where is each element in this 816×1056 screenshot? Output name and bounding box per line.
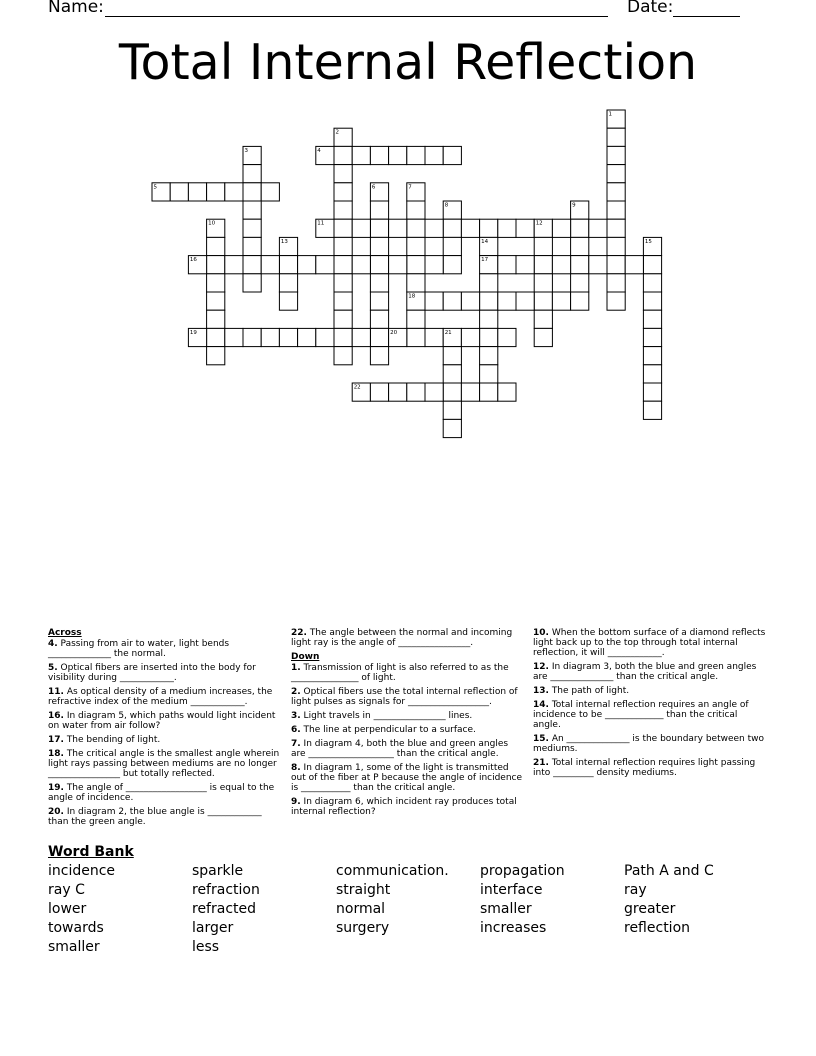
- clue-text: In diagram 5, which paths would light incident on water from air follow?: [48, 711, 276, 731]
- clue-text: The path of light.: [548, 686, 630, 696]
- crossword-cell[interactable]: [607, 292, 625, 310]
- crossword-cell[interactable]: [207, 328, 225, 346]
- crossword-cell[interactable]: [425, 328, 443, 346]
- word-bank-item: smaller: [480, 901, 532, 917]
- crossword-cell[interactable]: [225, 256, 243, 274]
- crossword-cell[interactable]: [443, 146, 461, 164]
- clue-text: When the bottom surface of a diamond reflects light back up to the top through total internal reflection, it will ____________.: [533, 628, 766, 658]
- clue-number: 3.: [291, 711, 301, 721]
- crossword-cell[interactable]: [534, 256, 552, 274]
- clue-1: [291, 663, 525, 683]
- crossword-cell[interactable]: [352, 219, 370, 237]
- crossword-cell[interactable]: [407, 328, 425, 346]
- crossword-cell[interactable]: [480, 328, 498, 346]
- across-clue-list: [48, 639, 282, 827]
- clue-5: [48, 663, 282, 683]
- crossword-cell[interactable]: [407, 146, 425, 164]
- clue-number-7: 7: [408, 184, 412, 191]
- crossword-cell[interactable]: [443, 365, 461, 383]
- crossword-cell[interactable]: [425, 256, 443, 274]
- clue-text: Total internal reflection requires an angle of incidence to be _____________ than the critical angle.: [533, 700, 749, 730]
- clue-number-15: 15: [644, 238, 652, 245]
- crossword-cell[interactable]: [407, 237, 425, 255]
- crossword-cell[interactable]: [407, 201, 425, 219]
- crossword-cell[interactable]: [389, 219, 407, 237]
- clue-number: 8.: [291, 763, 301, 773]
- clue-number: 17.: [48, 735, 64, 745]
- crossword-cell[interactable]: [279, 256, 297, 274]
- clue-text: As optical density of a medium increases, the refractive index of the medium ____________.: [48, 687, 273, 707]
- crossword-cell[interactable]: [370, 274, 388, 292]
- crossword-cell[interactable]: [243, 183, 261, 201]
- crossword-cell[interactable]: [607, 183, 625, 201]
- clue-number-11: 11: [317, 220, 325, 227]
- crossword-cell[interactable]: [443, 292, 461, 310]
- crossword-cell[interactable]: [352, 256, 370, 274]
- clue-text: Transmission of light is also referred to as the _______________ of light.: [291, 663, 509, 683]
- crossword-cell[interactable]: [243, 165, 261, 183]
- word-bank-item: communication.: [336, 863, 449, 879]
- clue-18: [48, 749, 282, 779]
- crossword-cell[interactable]: [571, 256, 589, 274]
- clue-number: 10.: [533, 628, 549, 638]
- clue-number: 22.: [291, 628, 307, 638]
- crossword-cell[interactable]: [480, 310, 498, 328]
- crossword-cell[interactable]: [643, 347, 661, 365]
- crossword-cell[interactable]: [298, 328, 316, 346]
- crossword-cell[interactable]: [443, 256, 461, 274]
- crossword-cell[interactable]: [207, 292, 225, 310]
- word-bank-item: reflection: [624, 920, 691, 936]
- crossword-cell[interactable]: [407, 274, 425, 292]
- crossword-cell[interactable]: [498, 328, 516, 346]
- crossword-cell[interactable]: [207, 183, 225, 201]
- clue-8: [291, 763, 525, 793]
- crossword-cell[interactable]: [261, 256, 279, 274]
- crossword-cell[interactable]: [316, 256, 334, 274]
- crossword-cell[interactable]: [316, 328, 334, 346]
- word-bank-item: larger: [192, 920, 234, 936]
- clue-number: 4.: [48, 639, 58, 649]
- word-bank-item: refracted: [192, 901, 257, 917]
- crossword-cell[interactable]: [607, 128, 625, 146]
- crossword-cell[interactable]: [461, 383, 479, 401]
- clue-number-16: 16: [189, 257, 197, 264]
- word-bank-title: Word Bank: [48, 844, 134, 860]
- crossword-cell[interactable]: [334, 274, 352, 292]
- crossword-cell[interactable]: [643, 401, 661, 419]
- clue-number-9: 9: [572, 202, 576, 209]
- clue-number: 11.: [48, 687, 64, 697]
- clue-10: [533, 628, 767, 658]
- crossword-cell[interactable]: [407, 256, 425, 274]
- crossword-cell[interactable]: [370, 237, 388, 255]
- crossword-cell[interactable]: [243, 328, 261, 346]
- clue-15: [533, 734, 767, 754]
- crossword-cell[interactable]: [407, 383, 425, 401]
- word-bank-item: incidence: [48, 863, 116, 879]
- crossword-cell[interactable]: [334, 201, 352, 219]
- crossword-cell[interactable]: [407, 310, 425, 328]
- clue-text: The line at perpendicular to a surface.: [300, 725, 476, 735]
- page-title: Total Internal Reflection: [118, 34, 698, 91]
- clue-number-20: 20: [390, 329, 398, 336]
- clue-number-2: 2: [335, 129, 339, 136]
- clue-text: In diagram 2, the blue angle is ____________ than the green angle.: [48, 807, 262, 827]
- crossword-cell[interactable]: [480, 274, 498, 292]
- word-bank-item: smaller: [48, 939, 100, 955]
- crossword-cell[interactable]: [407, 219, 425, 237]
- crossword-cell[interactable]: [334, 328, 352, 346]
- crossword-cell[interactable]: [516, 219, 534, 237]
- crossword-cell[interactable]: [334, 146, 352, 164]
- crossword-cell[interactable]: [480, 365, 498, 383]
- crossword-cell[interactable]: [370, 219, 388, 237]
- crossword-cell[interactable]: [552, 256, 570, 274]
- word-bank-item: towards: [48, 920, 104, 936]
- clue-number-14: 14: [481, 238, 489, 245]
- crossword-cell[interactable]: [498, 292, 516, 310]
- crossword-cell[interactable]: [370, 256, 388, 274]
- crossword-cell[interactable]: [352, 146, 370, 164]
- clue-text: In diagram 3, both the blue and green angles are ______________ than the critical angle.: [533, 662, 757, 682]
- crossword-cell[interactable]: [261, 183, 279, 201]
- crossword-cell[interactable]: [643, 256, 661, 274]
- crossword-cell[interactable]: [334, 310, 352, 328]
- clue-19: [48, 783, 282, 803]
- crossword-cell[interactable]: [370, 383, 388, 401]
- clue-number-19: 19: [189, 329, 197, 336]
- clue-number-4: 4: [317, 147, 321, 154]
- crossword-cell[interactable]: [207, 274, 225, 292]
- clues-column-2: [291, 628, 525, 821]
- clue-number-8: 8: [444, 202, 449, 209]
- crossword-cell[interactable]: [643, 365, 661, 383]
- word-bank-item: increases: [480, 920, 547, 936]
- crossword-cell[interactable]: [443, 383, 461, 401]
- clues-column-3: [533, 628, 767, 782]
- crossword-cell[interactable]: [425, 219, 443, 237]
- clue-number: 20.: [48, 807, 64, 817]
- crossword-cell[interactable]: [498, 256, 516, 274]
- crossword-cell[interactable]: [443, 401, 461, 419]
- crossword-cell[interactable]: [279, 328, 297, 346]
- clue-14: [533, 700, 767, 730]
- crossword-cell[interactable]: [534, 328, 552, 346]
- crossword-cell[interactable]: [225, 183, 243, 201]
- clue-number-6: 6: [371, 184, 376, 191]
- clue-text: The angle between the normal and incoming light ray is the angle of ________________.: [291, 628, 513, 648]
- clue-text: The angle of __________________ is equal to the angle of incidence.: [48, 783, 275, 803]
- crossword-cell[interactable]: [334, 183, 352, 201]
- crossword-cell[interactable]: [461, 292, 479, 310]
- word-bank-item: less: [192, 939, 220, 955]
- crossword-cell[interactable]: [534, 237, 552, 255]
- clue-21: [533, 758, 767, 778]
- word-bank-item: lower: [48, 901, 87, 917]
- word-bank-item: normal: [336, 901, 386, 917]
- crossword-cell[interactable]: [352, 328, 370, 346]
- crossword-cell[interactable]: [534, 292, 552, 310]
- crossword-cell[interactable]: [370, 292, 388, 310]
- crossword-cell[interactable]: [334, 237, 352, 255]
- clue-11: [48, 687, 282, 707]
- clue-9: [291, 797, 525, 817]
- clue-number: 18.: [48, 749, 64, 759]
- down-clue-list-continued: [533, 628, 767, 778]
- crossword-cell[interactable]: [370, 347, 388, 365]
- crossword-cell[interactable]: [480, 347, 498, 365]
- crossword-cell[interactable]: [298, 256, 316, 274]
- crossword-cell[interactable]: [607, 237, 625, 255]
- across-clue-list-continued: [291, 628, 525, 648]
- crossword-cell[interactable]: [207, 237, 225, 255]
- word-bank-item: propagation: [480, 863, 565, 879]
- crossword-cell[interactable]: [425, 292, 443, 310]
- crossword-cell[interactable]: [370, 328, 388, 346]
- clue-12: [533, 662, 767, 682]
- clue-text: The critical angle is the smallest angle wherein light rays passing between mediums are no longer ________________ but totally reflected.: [48, 749, 280, 779]
- clue-number-1: 1: [608, 111, 612, 118]
- crossword-cell[interactable]: [443, 219, 461, 237]
- crossword-cell[interactable]: [607, 274, 625, 292]
- word-bank-item: greater: [624, 901, 676, 917]
- clue-number-22: 22: [353, 384, 361, 391]
- clue-number: 7.: [291, 739, 301, 749]
- crossword-cell[interactable]: [571, 219, 589, 237]
- crossword-cell[interactable]: [425, 383, 443, 401]
- crossword-cell[interactable]: [571, 274, 589, 292]
- across-heading: Across: [48, 628, 82, 638]
- clue-text: In diagram 6, which incident ray produces total internal reflection?: [291, 797, 517, 817]
- crossword-cell[interactable]: [443, 237, 461, 255]
- clue-text: Light travels in ________________ lines.: [300, 711, 473, 721]
- crossword-cell[interactable]: [334, 256, 352, 274]
- crossword-cell[interactable]: [607, 256, 625, 274]
- crossword-cell[interactable]: [225, 328, 243, 346]
- clue-number-12: 12: [535, 220, 543, 227]
- clue-text: The bending of light.: [63, 735, 161, 745]
- crossword-cell[interactable]: [443, 347, 461, 365]
- crossword-cell[interactable]: [261, 328, 279, 346]
- clue-number: 1.: [291, 663, 301, 673]
- crossword-cell[interactable]: [389, 383, 407, 401]
- crossword-cell[interactable]: [370, 201, 388, 219]
- clue-text: In diagram 4, both the blue and green angles are ___________________ than the critical angle.: [291, 739, 509, 759]
- clue-number: 16.: [48, 711, 64, 721]
- clue-number: 13.: [533, 686, 549, 696]
- word-bank-item: surgery: [336, 920, 390, 936]
- clue-text: Optical fibers are inserted into the body for visibility during ____________.: [48, 663, 256, 683]
- crossword-cell[interactable]: [480, 292, 498, 310]
- clue-number: 19.: [48, 783, 64, 793]
- word-bank-item: straight: [336, 882, 391, 898]
- clue-number: 14.: [533, 700, 549, 710]
- crossword-cell[interactable]: [389, 256, 407, 274]
- crossword-cell[interactable]: [334, 165, 352, 183]
- word-bank-item: refraction: [192, 882, 260, 898]
- clue-number-10: 10: [208, 220, 216, 227]
- clue-number-5: 5: [153, 184, 157, 191]
- crossword-cell[interactable]: [571, 237, 589, 255]
- crossword-cell[interactable]: [243, 201, 261, 219]
- word-bank-item: interface: [480, 882, 543, 898]
- crossword-cell[interactable]: [389, 146, 407, 164]
- down-clue-list: [291, 663, 525, 817]
- crossword-cell[interactable]: [243, 237, 261, 255]
- crossword-cell[interactable]: [607, 165, 625, 183]
- crossword-cell[interactable]: [480, 219, 498, 237]
- clue-7: [291, 739, 525, 759]
- crossword-cell[interactable]: [498, 219, 516, 237]
- crossword-cell[interactable]: [607, 146, 625, 164]
- crossword-cell[interactable]: [643, 274, 661, 292]
- crossword-cell[interactable]: [552, 292, 570, 310]
- crossword-cell[interactable]: [516, 292, 534, 310]
- clue-4: [48, 639, 282, 659]
- crossword-cell[interactable]: [625, 256, 643, 274]
- clue-number-13: 13: [280, 238, 288, 245]
- crossword-cell[interactable]: [643, 310, 661, 328]
- word-bank-item: ray: [624, 882, 647, 898]
- crossword-cell[interactable]: [480, 383, 498, 401]
- clue-text: Passing from air to water, light bends ______________ the normal.: [48, 639, 230, 659]
- crossword-cell[interactable]: [607, 201, 625, 219]
- crossword-cell[interactable]: [243, 219, 261, 237]
- clue-number: 5.: [48, 663, 58, 673]
- crossword-cell[interactable]: [243, 256, 261, 274]
- crossword-cell[interactable]: [571, 292, 589, 310]
- crossword-cell[interactable]: [534, 310, 552, 328]
- crossword-cell[interactable]: [607, 219, 625, 237]
- date-label: Date:: [627, 0, 674, 17]
- clue-3: [291, 711, 525, 721]
- crossword-cell[interactable]: [461, 328, 479, 346]
- word-bank: [48, 863, 744, 958]
- crossword-cell[interactable]: [498, 383, 516, 401]
- clue-number: 9.: [291, 797, 301, 807]
- clue-6: [291, 725, 525, 735]
- clue-number-21: 21: [444, 329, 452, 336]
- crossword-cell[interactable]: [243, 274, 261, 292]
- crossword-cell[interactable]: [534, 274, 552, 292]
- crossword-cell[interactable]: [643, 328, 661, 346]
- crossword-cell[interactable]: [589, 256, 607, 274]
- clue-text: An ______________ is the boundary between two mediums.: [533, 734, 764, 754]
- clue-number: 12.: [533, 662, 549, 672]
- crossword-cell[interactable]: [516, 256, 534, 274]
- clue-22: [291, 628, 525, 648]
- clue-number: 2.: [291, 687, 301, 697]
- clue-text: Total internal reflection requires light passing into _________ density mediums.: [533, 758, 756, 778]
- crossword-cell[interactable]: [643, 383, 661, 401]
- crossword-cell[interactable]: [334, 292, 352, 310]
- clue-text: In diagram 1, some of the light is transmitted out of the fiber at P because the angle of incidence is ___________ than the critical angle.: [291, 763, 523, 793]
- crossword-cell[interactable]: [370, 310, 388, 328]
- crossword-cell[interactable]: [279, 292, 297, 310]
- word-bank-item: ray C: [48, 882, 85, 898]
- clue-number-18: 18: [408, 293, 416, 300]
- crossword-cell[interactable]: [279, 274, 297, 292]
- crossword-cell[interactable]: [589, 219, 607, 237]
- name-label: Name:: [48, 0, 104, 17]
- crossword-cell[interactable]: [207, 256, 225, 274]
- clue-text: Optical fibers use the total internal reflection of light pulses as signals for __________________.: [291, 687, 518, 707]
- clue-number: 15.: [533, 734, 549, 744]
- clue-number-3: 3: [244, 147, 248, 154]
- crossword-cell[interactable]: [207, 347, 225, 365]
- crossword-cell[interactable]: [643, 292, 661, 310]
- word-bank-item: Path A and C: [624, 863, 714, 879]
- crossword-cell[interactable]: [188, 183, 206, 201]
- crossword-cell[interactable]: [170, 183, 188, 201]
- clue-number-17: 17: [481, 257, 489, 264]
- crossword-cell[interactable]: [552, 219, 570, 237]
- down-heading: Down: [291, 652, 320, 662]
- crossword-cell[interactable]: [461, 219, 479, 237]
- clue-20: [48, 807, 282, 827]
- crossword-cell[interactable]: [334, 219, 352, 237]
- crossword-cell[interactable]: [443, 419, 461, 437]
- crossword-grid: [0, 0, 816, 440]
- crossword-cell[interactable]: [207, 310, 225, 328]
- clue-13: [533, 686, 767, 696]
- clue-2: [291, 687, 525, 707]
- clue-number: 21.: [533, 758, 549, 768]
- crossword-cell[interactable]: [425, 146, 443, 164]
- clue-number: 6.: [291, 725, 301, 735]
- clues-column-1: [48, 628, 282, 831]
- crossword-cell[interactable]: [370, 146, 388, 164]
- clue-16: [48, 711, 282, 731]
- word-bank-item: sparkle: [192, 863, 244, 879]
- clue-17: [48, 735, 282, 745]
- crossword-cell[interactable]: [334, 347, 352, 365]
